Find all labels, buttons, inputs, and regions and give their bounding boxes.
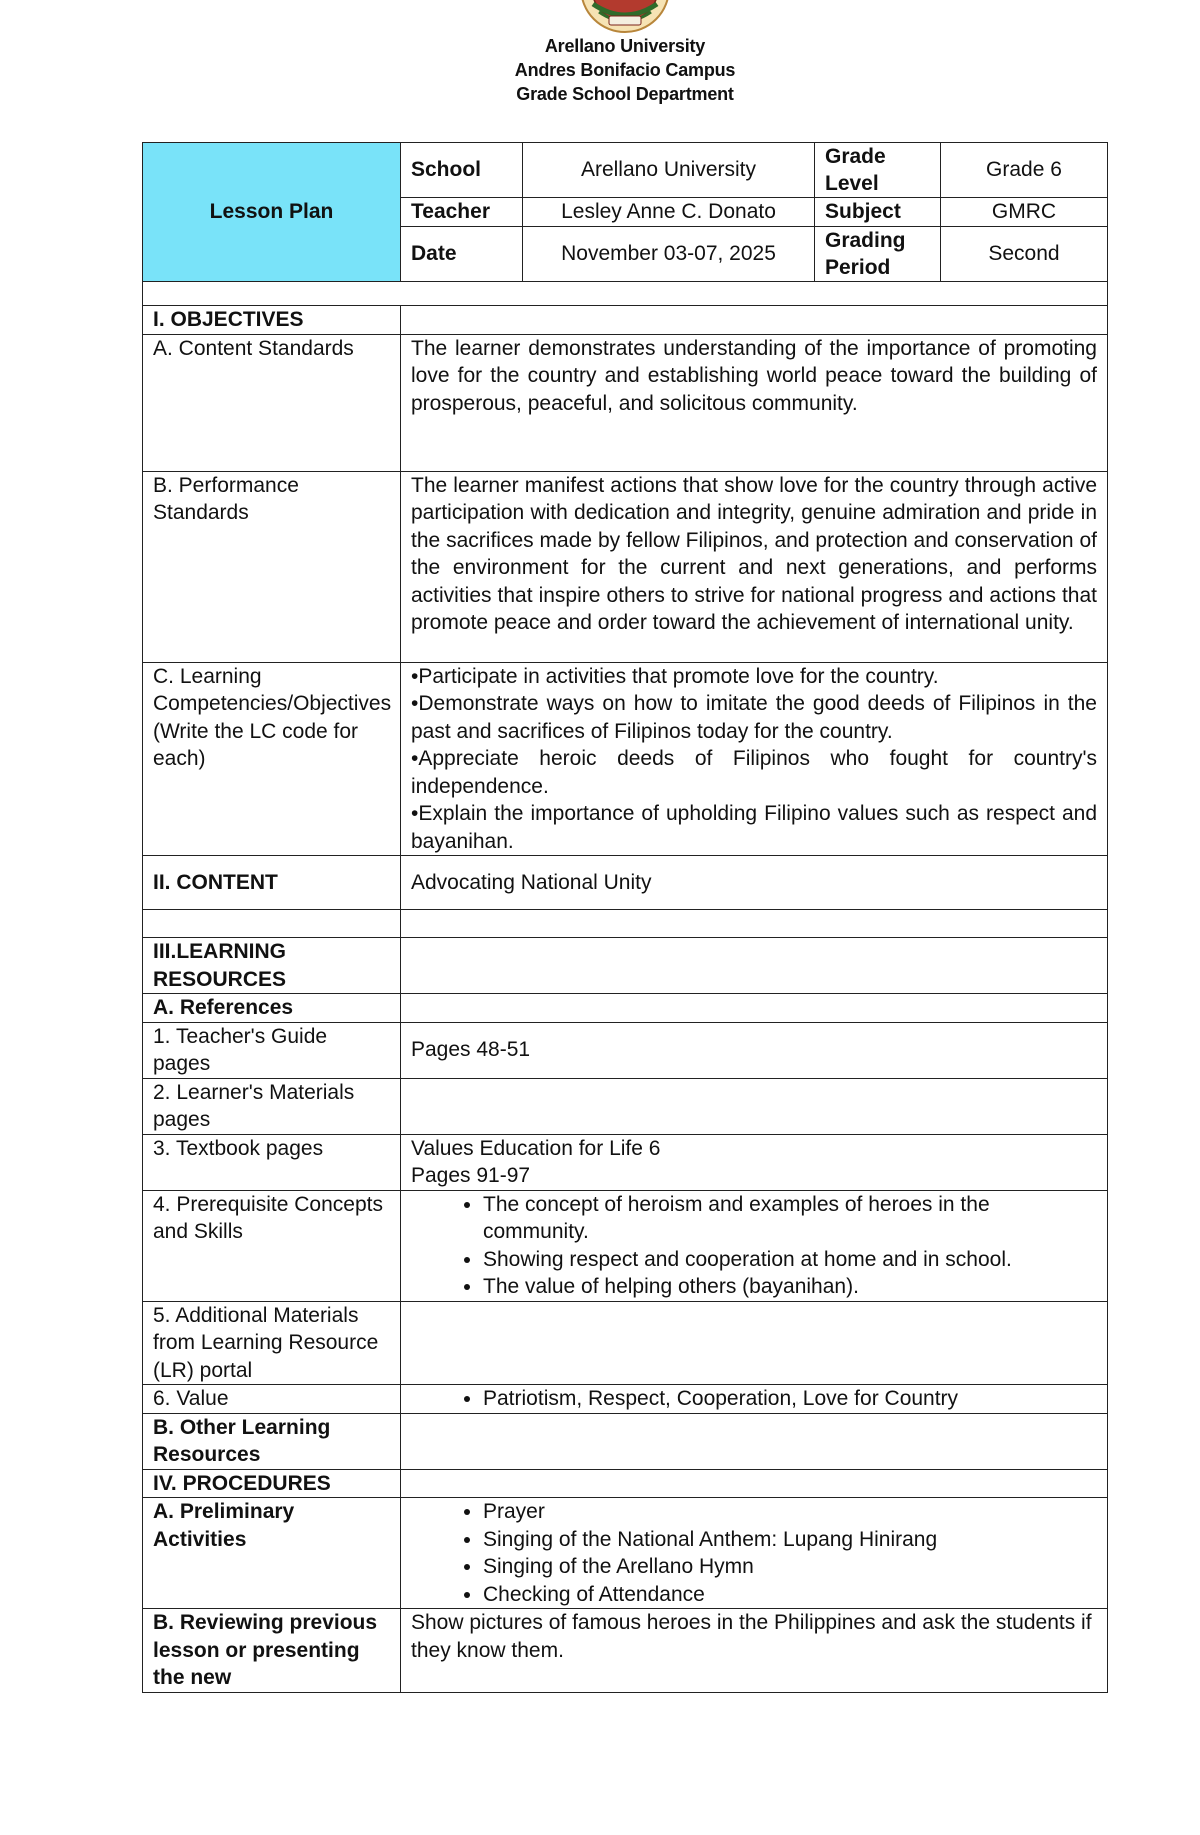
textbook-title: Values Education for Life 6: [411, 1136, 661, 1160]
department-name: Grade School Department: [516, 84, 734, 104]
references-empty-cell: [401, 994, 1108, 1023]
value-label: 6. Value: [143, 1385, 401, 1414]
additional-materials-label: 5. Additional Materials from Learning Resource (LR) portal: [143, 1301, 401, 1385]
spacer-cell: [143, 282, 1108, 306]
document-header: [0, 34, 1200, 106]
textbook-pages: Pages 91-97: [411, 1164, 531, 1187]
prerequisite-list: [411, 1191, 1097, 1301]
spacer-cell: [401, 910, 1108, 938]
subject-value: GMRC: [941, 198, 1108, 227]
reviewing-text: Show pictures of famous heroes in the Philippines and ask the students if they know them.: [401, 1609, 1108, 1693]
procedures-heading: IV. PROCEDURES: [143, 1469, 401, 1498]
preliminary-activities-row: [143, 1498, 1108, 1609]
procedures-empty-cell: [401, 1469, 1108, 1498]
prerequisite-cell: [401, 1190, 1108, 1301]
value-cell: [401, 1385, 1108, 1414]
prerequisite-row: [143, 1190, 1108, 1301]
references-row: [143, 994, 1108, 1023]
teachers-guide-row: [143, 1022, 1108, 1078]
learning-competencies-cell: [401, 662, 1108, 856]
reviewing-row: [143, 1609, 1108, 1693]
content-label: II. CONTENT: [143, 856, 401, 910]
textbook-row: [143, 1134, 1108, 1190]
list-item: • Singing of the National Anthem: Lupang Hinirang: [483, 1526, 1097, 1554]
other-resources-row: [143, 1413, 1108, 1469]
list-item: • Patriotism, Respect, Cooperation, Love for Country: [483, 1385, 1097, 1413]
list-item: • The concept of heroism and examples of heroes in the community.: [483, 1191, 1097, 1246]
school-value: Arellano University: [523, 143, 815, 198]
school-label: School: [401, 143, 523, 198]
objectives-heading: I. OBJECTIVES: [143, 306, 401, 335]
learners-materials-label: 2. Learner's Materials pages: [143, 1078, 401, 1134]
spacer-row: [143, 282, 1108, 306]
preliminary-activities-label: A. Preliminary Activities: [143, 1498, 401, 1609]
preliminary-list: [411, 1498, 1097, 1608]
learners-materials-row: [143, 1078, 1108, 1134]
competency-item: •Appreciate heroic deeds of Filipinos who fought for country's independence.: [411, 747, 1097, 798]
performance-standards-label: B. Performance Standards: [143, 471, 401, 662]
performance-standards-text: The learner manifest actions that show love for the country through active participation with dedication and integrity, genuine admiration and pride in the sacrifices made by fellow Filipinos, and protection and conservation of the environment for the current and next generations, and performs activities that inspire others to strive for national progress and actions that promote peace and order toward the achievement of international unity.: [401, 471, 1108, 662]
teacher-label: Teacher: [401, 198, 523, 227]
list-item: • Checking of Attendance: [483, 1581, 1097, 1609]
content-standards-text: The learner demonstrates understanding of the importance of promoting love for the country and establishing world peace toward the building of prosperous, peaceful, and solicitous community.: [401, 334, 1108, 471]
objectives-row: [143, 306, 1108, 335]
list-item: • Showing respect and cooperation at home and in school.: [483, 1246, 1097, 1274]
date-value: November 03-07, 2025: [523, 227, 815, 282]
learning-resources-empty-cell: [401, 938, 1108, 994]
additional-materials-empty-cell: [401, 1301, 1108, 1385]
university-name: Arellano University: [544, 36, 706, 56]
date-label: Date: [401, 227, 523, 282]
value-row: [143, 1385, 1108, 1414]
teachers-guide-label: 1. Teacher's Guide pages: [143, 1022, 401, 1078]
learners-materials-empty-cell: [401, 1078, 1108, 1134]
grading-period-label: Grading Period: [815, 227, 941, 282]
content-standards-row: [143, 334, 1108, 471]
grading-period-value: Second: [941, 227, 1108, 282]
content-row: [143, 856, 1108, 910]
objectives-empty-cell: [401, 306, 1108, 335]
grade-level-value: Grade 6: [941, 143, 1108, 198]
additional-materials-row: [143, 1301, 1108, 1385]
learning-resources-row: [143, 938, 1108, 994]
list-item: • Singing of the Arellano Hymn: [483, 1553, 1097, 1581]
learning-resources-heading: III.LEARNING RESOURCES: [143, 938, 401, 994]
value-list: [411, 1385, 1097, 1413]
textbook-label: 3. Textbook pages: [143, 1134, 401, 1190]
competency-item: •Demonstrate ways on how to imitate the good deeds of Filipinos in the past and sacrifices of Filipinos today for the country.: [411, 692, 1097, 743]
reviewing-label: B. Reviewing previous lesson or presenting the new: [143, 1609, 401, 1693]
lesson-plan-title: Lesson Plan: [143, 143, 401, 282]
references-heading: A. References: [143, 994, 401, 1023]
other-resources-label: B. Other Learning Resources: [143, 1413, 401, 1469]
procedures-row: [143, 1469, 1108, 1498]
other-resources-empty-cell: [401, 1413, 1108, 1469]
lesson-plan-table: [142, 142, 1108, 1693]
learning-competencies-label: C. Learning Competencies/Objectives (Write the LC code for each): [143, 662, 401, 856]
list-item: • The value of helping others (bayanihan).: [483, 1273, 1097, 1301]
spacer-row: [143, 910, 1108, 938]
competency-item: •Explain the importance of upholding Filipino values such as respect and bayanihan.: [411, 802, 1097, 853]
content-value: Advocating National Unity: [401, 856, 1108, 910]
preliminary-activities-cell: [401, 1498, 1108, 1609]
list-item: • Prayer: [483, 1498, 1097, 1526]
content-standards-label: A. Content Standards: [143, 334, 401, 471]
learning-competencies-row: [143, 662, 1108, 856]
teacher-value: Lesley Anne C. Donato: [523, 198, 815, 227]
teachers-guide-value: Pages 48-51: [401, 1022, 1108, 1078]
textbook-cell: [401, 1134, 1108, 1190]
campus-name: Andres Bonifacio Campus: [514, 60, 736, 80]
university-seal-logo: [579, 0, 671, 34]
prerequisite-label: 4. Prerequisite Concepts and Skills: [143, 1190, 401, 1301]
spacer-cell: [143, 910, 401, 938]
competency-item: •Participate in activities that promote love for the country.: [411, 664, 939, 688]
header-row-school: [143, 143, 1108, 198]
grade-level-label: Grade Level: [815, 143, 941, 198]
performance-standards-row: [143, 471, 1108, 662]
subject-label: Subject: [815, 198, 941, 227]
